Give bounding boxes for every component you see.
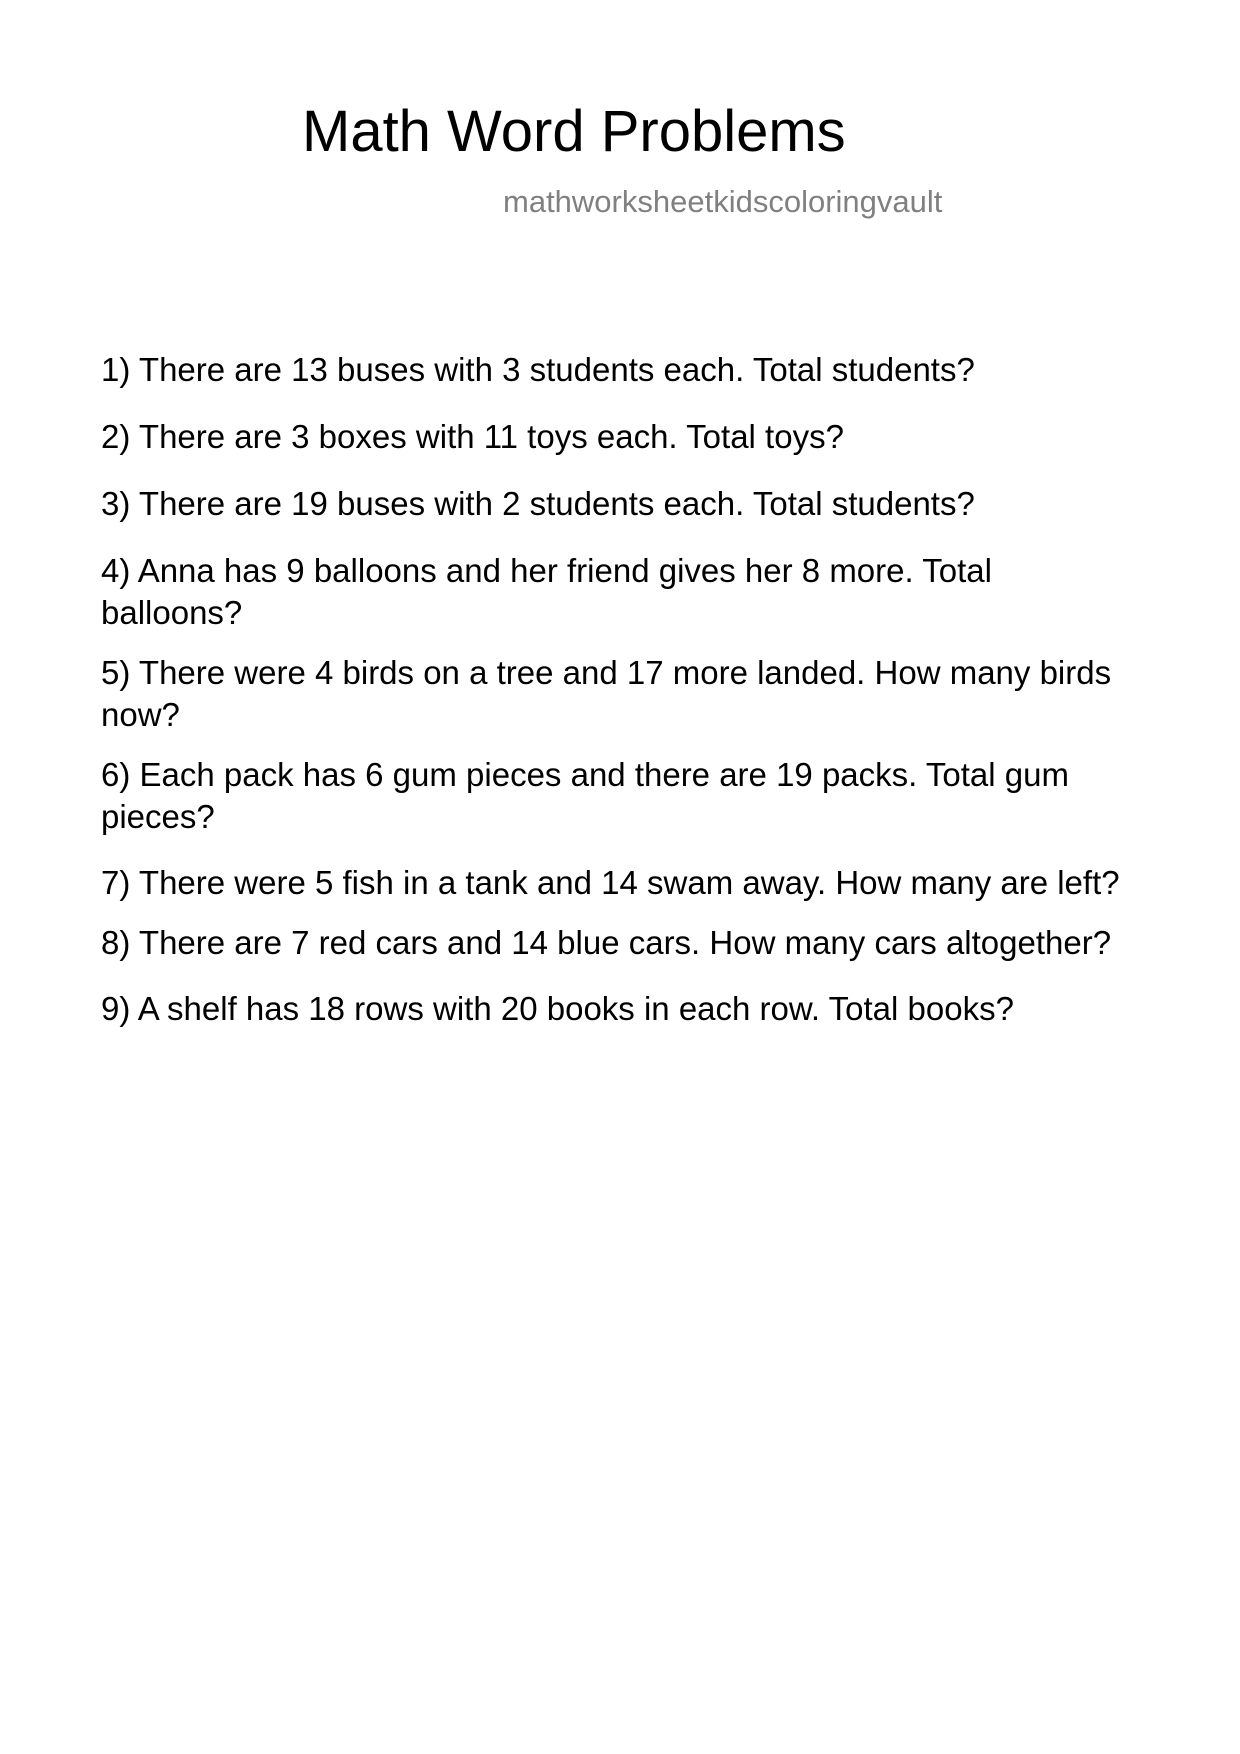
problem-item-4: 4) Anna has 9 balloons and her friend gives her 8 more. Total balloons?: [101, 552, 992, 631]
problem-item-6: 6) Each pack has 6 gum pieces and there are 19 packs. Total gum pieces?: [101, 756, 1069, 835]
problem-item-9: 9) A shelf has 18 rows with 20 books in each row. Total books?: [101, 990, 1014, 1027]
problem-item-1: 1) There are 13 buses with 3 students each. Total students?: [101, 351, 975, 388]
problem-item-8: 8) There are 7 red cars and 14 blue cars. How many cars altogether?: [101, 924, 1112, 961]
page-title: Math Word Problems: [302, 99, 846, 164]
problem-list: [101, 349, 1141, 1030]
source-watermark: mathworksheetkidscoloringvault: [503, 184, 943, 219]
problem-item-3: 3) There are 19 buses with 2 students each. Total students?: [101, 485, 975, 522]
problem-item-2: 2) There are 3 boxes with 11 toys each. Total toys?: [101, 418, 844, 455]
problem-item-7: 7) There were 5 fish in a tank and 14 swam away. How many are left?: [101, 864, 1120, 901]
problem-item-5: 5) There were 4 birds on a tree and 17 more landed. How many birds now?: [101, 654, 1112, 733]
